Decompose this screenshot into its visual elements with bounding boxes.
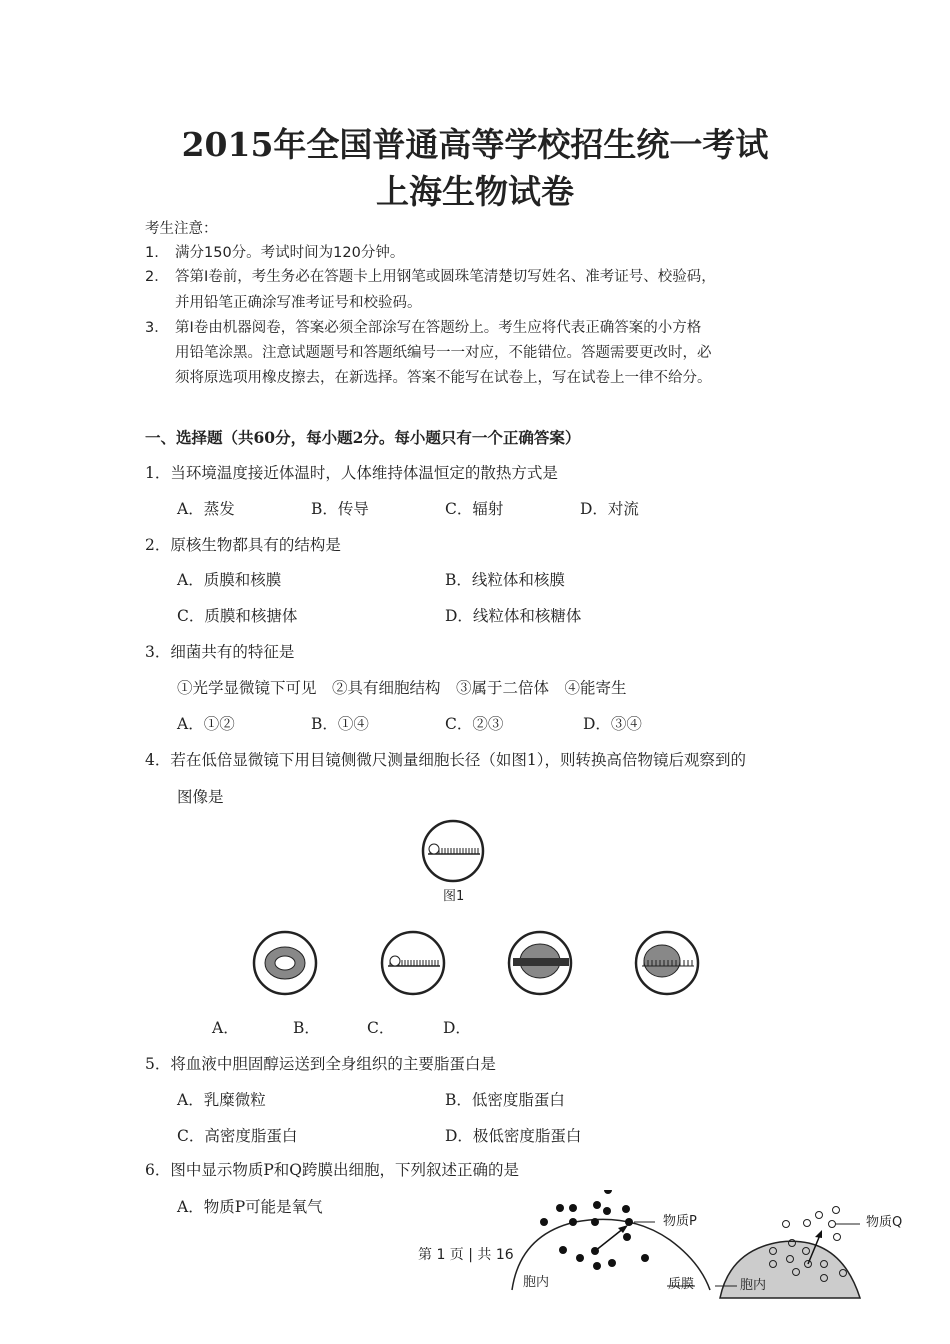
notice-num: 2．	[145, 269, 169, 285]
option: B．线粒体和核膜	[445, 571, 565, 589]
notice-heading: 考生注意：	[145, 221, 218, 237]
label-intracellular: 胞内	[523, 1275, 550, 1290]
question-stem: 4．若在低倍显微镜下用目镜侧微尺测量细胞长径（如图1），则转换高倍物镜后观察到的	[145, 751, 746, 769]
question-stem: 5．将血液中胆固醇运送到全身组织的主要脂蛋白是	[145, 1055, 496, 1073]
notice-num: 1.	[145, 245, 159, 261]
option: B．传导	[311, 500, 369, 518]
exam-title: 2015年全国普通高等学校招生统一考试	[181, 125, 769, 164]
option: C．质膜和核搪体	[177, 607, 298, 625]
image-label: B．	[293, 1019, 320, 1037]
notice-line: 满分150分。考试时间为120分钟。	[175, 245, 405, 261]
question-stem: 1．当环境温度接近体温时，人体维持体温恒定的散热方式是	[145, 464, 558, 482]
notice-line: 第Ⅰ卷由机器阅卷，答案必须全部涂写在答题纷上。考生应将代表正确答案的小方格	[175, 320, 702, 336]
image-label: C．	[367, 1019, 395, 1037]
page-footer: 第 1 页 | 共 16	[418, 1247, 514, 1263]
option: A．蒸发	[177, 500, 235, 518]
figure-caption: 图1	[443, 889, 465, 904]
option: A．乳糜微粒	[177, 1091, 266, 1109]
membrane-transport-diagram	[500, 1190, 920, 1300]
question-stem: 3．细菌共有的特征是	[145, 643, 295, 661]
label-intracellular: 胞内	[740, 1278, 767, 1293]
question-stem: 6．图中显示物质P和Q跨膜出细胞，下列叙述正确的是	[145, 1161, 519, 1179]
option: D．对流	[580, 500, 639, 518]
question-stem-cont: 图像是	[177, 788, 224, 806]
option: B．①④	[311, 715, 369, 733]
question-stem: 2．原核生物都具有的结构是	[145, 536, 341, 554]
label-substance-q: 物质Q	[866, 1215, 903, 1230]
exam-subtitle: 上海生物试卷	[376, 172, 574, 211]
image-label: D．	[443, 1019, 471, 1037]
option: A．①②	[177, 715, 235, 733]
notice-line: 答第Ⅰ卷前，考生务必在答题卡上用钢笔或圆珠笔清楚切写姓名、准考证号、校验码，	[175, 269, 716, 285]
option: A．质膜和核膜	[177, 571, 282, 589]
option-c-image	[505, 928, 575, 998]
option: A．物质P可能是氧气	[177, 1198, 323, 1216]
option: C．高密度脂蛋白	[177, 1127, 298, 1145]
option: D．线粒体和核糖体	[445, 607, 582, 625]
label-substance-p: 物质P	[663, 1214, 697, 1229]
section-heading: 一、选择题（共60分，每小题2分。每小题只有一个正确答案）	[145, 428, 581, 447]
question-substatements: ①光学显微镜下可见 ②具有细胞结构 ③属于二倍体 ④能寄生	[177, 679, 627, 697]
notice-line: 并用铅笔正确涂写准考证号和校验码。	[175, 295, 422, 311]
image-label: A．	[212, 1019, 239, 1037]
option: C．辐射	[445, 500, 504, 518]
option: C．②③	[445, 715, 504, 733]
notice-line: 须将原选项用橡皮擦去，在新选择。答案不能写在试卷上，写在试卷上一律不给分。	[175, 370, 712, 386]
option: D．极低密度脂蛋白	[445, 1127, 582, 1145]
option-b-image	[378, 928, 448, 998]
figure-1-microscope-view	[418, 818, 488, 884]
option-a-image	[250, 928, 320, 998]
option: B．低密度脂蛋白	[445, 1091, 565, 1109]
label-membrane: 质膜	[668, 1277, 695, 1292]
notice-line: 用铅笔涂黑。注意试题题号和答题纸编号一一对应，不能错位。答题需要更改时，必	[175, 345, 712, 361]
option-d-image	[632, 928, 702, 998]
notice-num: 3．	[145, 320, 169, 336]
option: D．③④	[583, 715, 642, 733]
